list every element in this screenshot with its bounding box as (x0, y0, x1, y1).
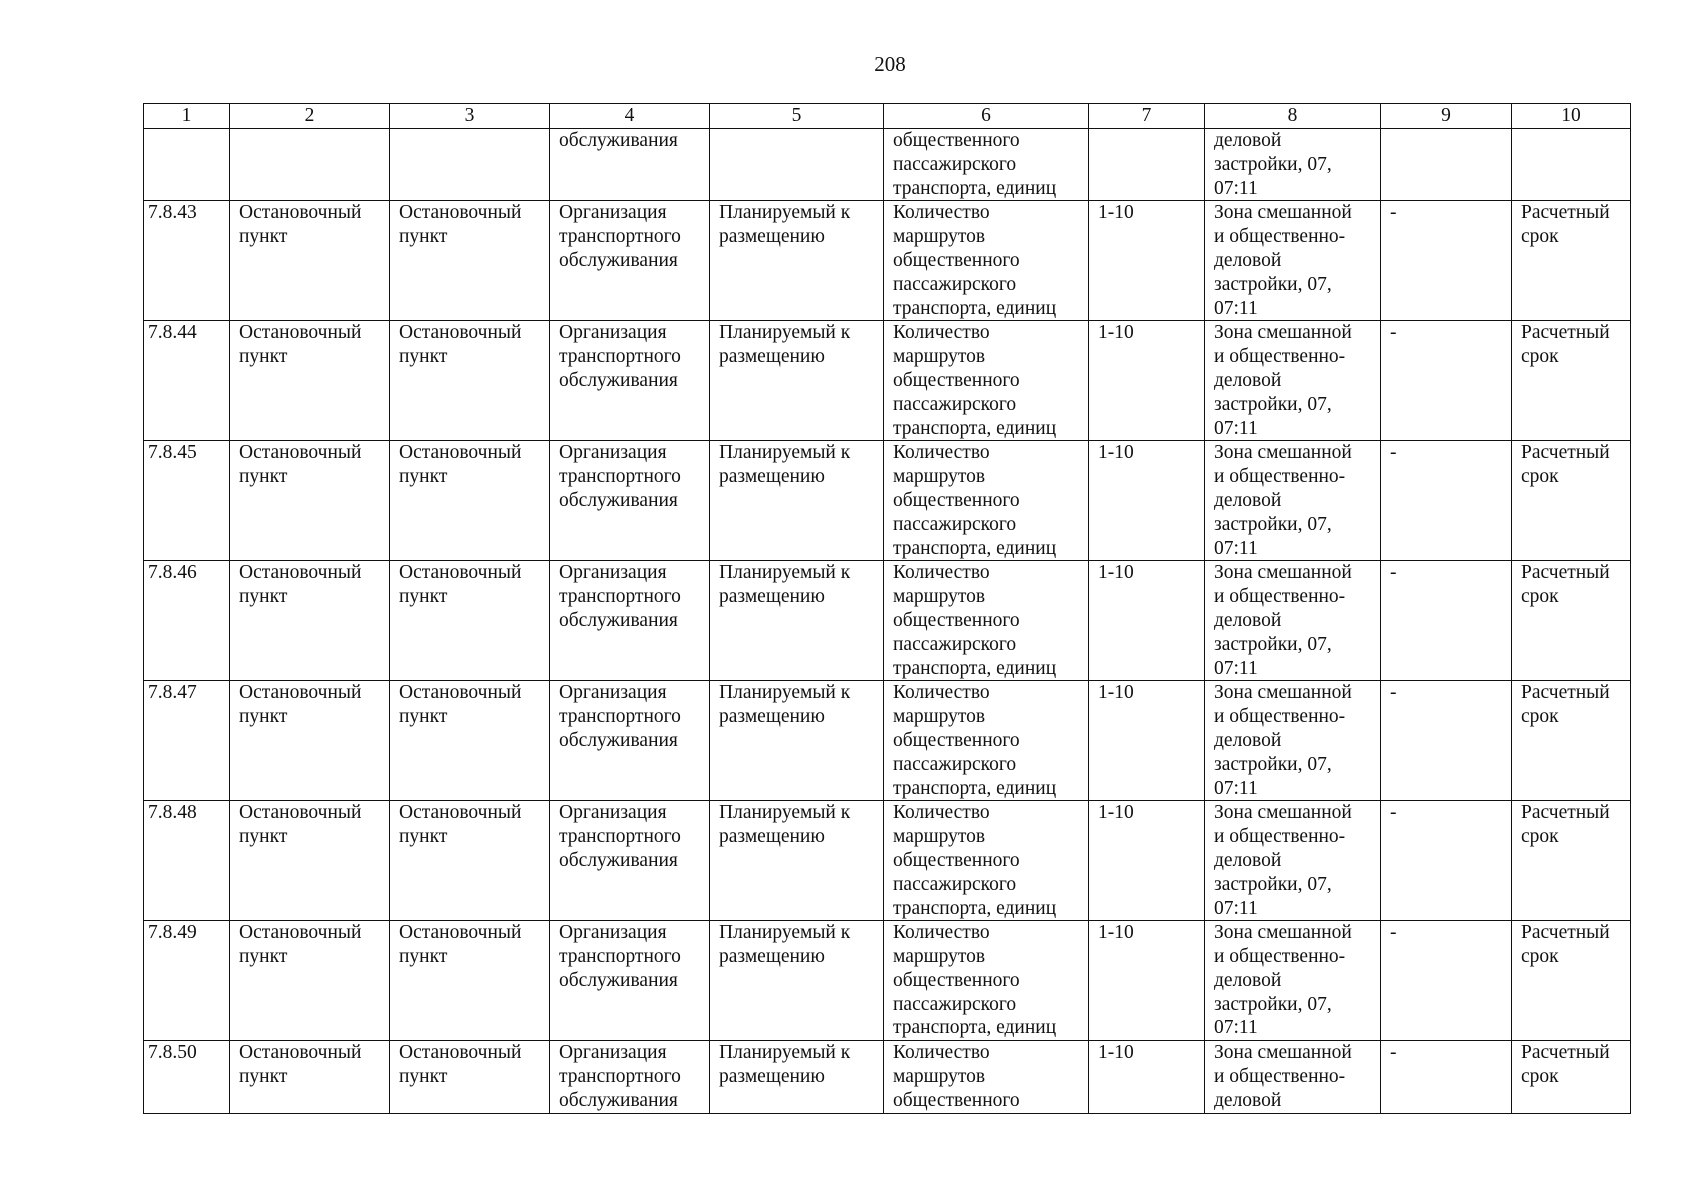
table-cell: Организация транспортного обслуживания (550, 321, 710, 441)
table-row (144, 921, 1631, 1041)
table-cell (1089, 129, 1205, 201)
table-cell: деловой застройки, 07, 07:11 (1205, 129, 1381, 201)
page-number: 208 (874, 52, 906, 76)
table-cell: 1-10 (1089, 201, 1205, 321)
table-cell: 1-10 (1089, 921, 1205, 1041)
table-cell: - (1381, 921, 1512, 1041)
row-number-cell: 7.8.46 (144, 561, 230, 681)
table-cell: Количество маршрутов общественного пассажирского транспорта, единиц (884, 441, 1089, 561)
table-cell: - (1381, 681, 1512, 801)
row-number-cell: 7.8.49 (144, 921, 230, 1041)
table-cell: Остановочный пункт (230, 801, 390, 921)
table-cell: Планируемый к размещению (710, 801, 884, 921)
table-cell: Зона смешанной и общественно- деловой застройки, 07, 07:11 (1205, 921, 1381, 1041)
header-cell: 7 (1089, 104, 1205, 129)
table-cell: - (1381, 1041, 1512, 1113)
table-cell: Планируемый к размещению (710, 681, 884, 801)
table-cell: обслуживания (550, 129, 710, 201)
table-cell: Остановочный пункт (230, 561, 390, 681)
table-cell: Остановочный пункт (230, 201, 390, 321)
table-cell: Планируемый к размещению (710, 561, 884, 681)
table-cell: Планируемый к размещению (710, 441, 884, 561)
table-row (144, 681, 1631, 801)
table-cell: Остановочный пункт (230, 921, 390, 1041)
table-cell: Остановочный пункт (230, 441, 390, 561)
table-cell: Организация транспортного обслуживания (550, 1041, 710, 1113)
table-cell: Количество маршрутов общественного пассажирского транспорта, единиц (884, 321, 1089, 441)
table-cell: Организация транспортного обслуживания (550, 921, 710, 1041)
table-cell: Зона смешанной и общественно- деловой застройки, 07, 07:11 (1205, 441, 1381, 561)
header-cell: 5 (710, 104, 884, 129)
table-cell: Остановочный пункт (390, 801, 550, 921)
table-cell: Зона смешанной и общественно- деловой застройки, 07, 07:11 (1205, 321, 1381, 441)
table-cell (390, 129, 550, 201)
table-cell: Остановочный пункт (230, 321, 390, 441)
table-cell: Остановочный пункт (230, 1041, 390, 1113)
table-cell: - (1381, 321, 1512, 441)
table-cell: 1-10 (1089, 1041, 1205, 1113)
table-cell: Остановочный пункт (390, 441, 550, 561)
table-cell: 1-10 (1089, 321, 1205, 441)
table-row (144, 321, 1631, 441)
table-cell: Расчетный срок (1512, 801, 1631, 921)
table-cell: Планируемый к размещению (710, 1041, 884, 1113)
table-cell: - (1381, 201, 1512, 321)
row-number-cell: 7.8.44 (144, 321, 230, 441)
table-cell (1512, 129, 1631, 201)
row-number-cell: 7.8.48 (144, 801, 230, 921)
table-cell: 1-10 (1089, 801, 1205, 921)
table-cell: Зона смешанной и общественно- деловой застройки, 07, 07:11 (1205, 561, 1381, 681)
table-cell: Зона смешанной и общественно- деловой застройки, 07, 07:11 (1205, 201, 1381, 321)
table-cell: Количество маршрутов общественного пассажирского транспорта, единиц (884, 561, 1089, 681)
table-cell: Планируемый к размещению (710, 321, 884, 441)
table-cell (710, 129, 884, 201)
header-cell: 8 (1205, 104, 1381, 129)
table-cell: Расчетный срок (1512, 441, 1631, 561)
header-cell: 9 (1381, 104, 1512, 129)
table-cell: Остановочный пункт (230, 681, 390, 801)
table-cell (144, 129, 230, 201)
table-cell: Остановочный пункт (390, 921, 550, 1041)
table-cell: Расчетный срок (1512, 561, 1631, 681)
table-cell: 1-10 (1089, 561, 1205, 681)
row-number-cell: 7.8.50 (144, 1041, 230, 1113)
header-cell: 4 (550, 104, 710, 129)
table-cell: Остановочный пункт (390, 1041, 550, 1113)
table-cell: Планируемый к размещению (710, 201, 884, 321)
header-cell: 1 (144, 104, 230, 129)
table-cell: Количество маршрутов общественного пассажирского транспорта, единиц (884, 921, 1089, 1041)
table-cell: Количество маршрутов общественного пассажирского транспорта, единиц (884, 201, 1089, 321)
table-cell: Количество маршрутов общественного пассажирского транспорта, единиц (884, 801, 1089, 921)
table-cell: Зона смешанной и общественно- деловой (1205, 1041, 1381, 1113)
table-row (144, 1041, 1631, 1113)
table-cell: - (1381, 561, 1512, 681)
table-cell: Зона смешанной и общественно- деловой застройки, 07, 07:11 (1205, 681, 1381, 801)
table-row (144, 201, 1631, 321)
table-cell (1381, 129, 1512, 201)
table-cell: общественного пассажирского транспорта, единиц (884, 129, 1089, 201)
table-cell: 1-10 (1089, 441, 1205, 561)
row-number-cell: 7.8.43 (144, 201, 230, 321)
table-cell: Расчетный срок (1512, 201, 1631, 321)
table-cell: Зона смешанной и общественно- деловой застройки, 07, 07:11 (1205, 801, 1381, 921)
row-number-cell: 7.8.47 (144, 681, 230, 801)
table-cell (230, 129, 390, 201)
table-cell: Организация транспортного обслуживания (550, 201, 710, 321)
header-cell: 10 (1512, 104, 1631, 129)
table-cell: Расчетный срок (1512, 921, 1631, 1041)
data-table (143, 103, 1631, 1114)
row-number-cell: 7.8.45 (144, 441, 230, 561)
header-cell: 2 (230, 104, 390, 129)
table-cell: - (1381, 441, 1512, 561)
table-cell: Расчетный срок (1512, 321, 1631, 441)
table-cell: Расчетный срок (1512, 1041, 1631, 1113)
table-cell: Количество маршрутов общественного пассажирского транспорта, единиц (884, 681, 1089, 801)
header-cell: 3 (390, 104, 550, 129)
table-cell: Расчетный срок (1512, 681, 1631, 801)
table-cell: 1-10 (1089, 681, 1205, 801)
table-body (144, 129, 1631, 1114)
header-cell: 6 (884, 104, 1089, 129)
table-cell: Организация транспортного обслуживания (550, 681, 710, 801)
table-cell: - (1381, 801, 1512, 921)
table-cell: Остановочный пункт (390, 201, 550, 321)
table-row (144, 801, 1631, 921)
table-row (144, 441, 1631, 561)
table-cell: Организация транспортного обслуживания (550, 561, 710, 681)
table-cell: Количество маршрутов общественного (884, 1041, 1089, 1113)
table-cell: Планируемый к размещению (710, 921, 884, 1041)
table-cell: Организация транспортного обслуживания (550, 441, 710, 561)
header-row (144, 104, 1631, 129)
table-cell: Остановочный пункт (390, 321, 550, 441)
table-cell: Организация транспортного обслуживания (550, 801, 710, 921)
table-cell: Остановочный пункт (390, 561, 550, 681)
table-cell: Остановочный пункт (390, 681, 550, 801)
continuation-row (144, 129, 1631, 201)
table-row (144, 561, 1631, 681)
